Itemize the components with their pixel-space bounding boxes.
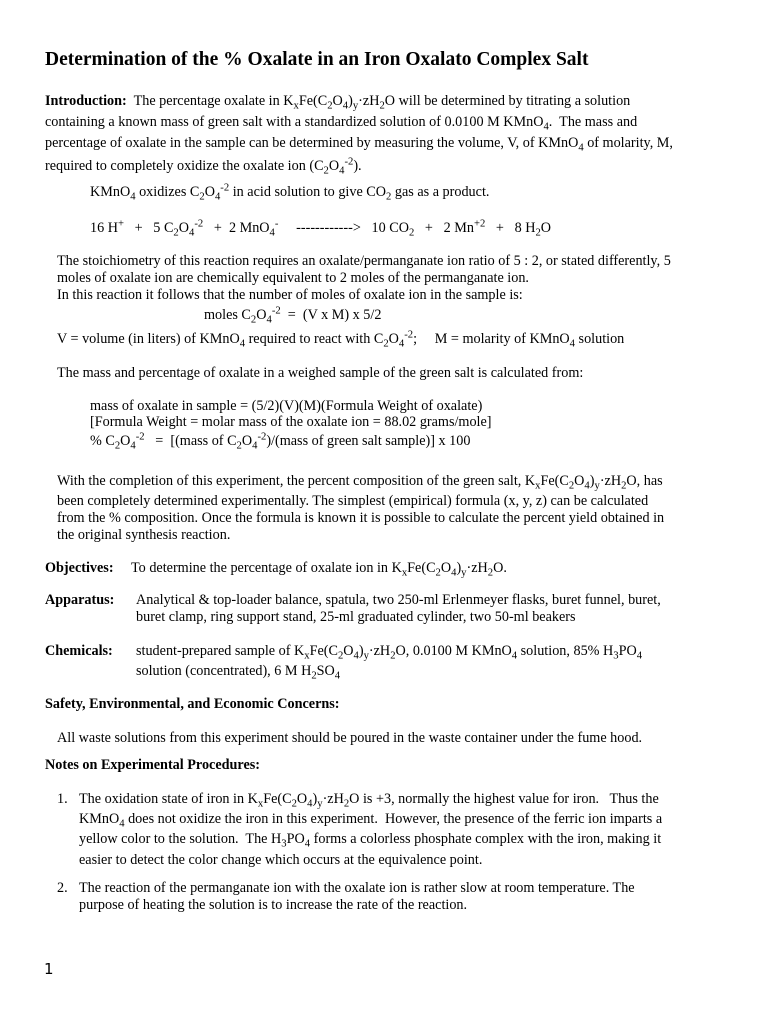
empirical-line-3: from the % composition. Once the formula is known it is possible to calculate the percent yield obtained in xyxy=(57,510,665,526)
empirical-line-2: been completely determined experimentally. The simplest (empirical) formula (x, y, z) can be calculated xyxy=(57,493,649,509)
product-mn: 2 Mn xyxy=(443,220,474,236)
page-title: Determination of the % Oxalate in an Iron Oxalato Complex Salt xyxy=(45,49,589,70)
stoich-line-1: The stoichiometry of this reaction requires an oxalate/permanganate ion ratio of 5 : 2, or stated differently, 5 xyxy=(57,253,671,269)
note-2-line-1: The reaction of the permanganate ion with the oxalate ion is rather slow at room temperature. The xyxy=(79,880,635,896)
note-1-line-3: yellow color to the solution. The $H_3PO_4$ forms a colorless phosphate complex with the iron, making it xyxy=(79,831,662,850)
apparatus-line-2: buret clamp, ring support stand, 25-ml graduated cylinder, two 50-ml beakers xyxy=(136,609,576,625)
intro-line-3: percentage of oxalate in the sample can be determined by measuring the volume, V, of KMnO$_4$ of molarity, M, xyxy=(45,135,673,154)
empirical-line-1: With the completion of this experiment, the percent composition of the green salt, $K_xFe(C_2O_4)_y\cdot zH_2O$, has xyxy=(57,473,663,492)
reaction-arrow: ------------> xyxy=(296,220,361,236)
reactant-hplus: 16 H xyxy=(90,220,118,236)
variable-definitions: V = volume (in liters) of KMnO$_4$ required to react with $C_2O_4^{-2}$; M = molarity of KMnO$_4$ solution xyxy=(57,329,625,350)
intro-line-4: required to completely oxidize the oxalate ion $(C_2O_4^{-2})$. xyxy=(45,156,362,177)
chemicals-line-1: student-prepared sample of $K_xFe(C_2O_4)_y\cdot zH_2O$, 0.0100 M KMnO$_4$ solution, 85% $H_3PO_4$ xyxy=(136,643,643,662)
objectives-label: Objectives: xyxy=(45,560,114,576)
note-1-line-1: The oxidation state of iron in $K_xFe(C_2O_4)_y\cdot zH_2O$ is +3, normally the highest value for iron. Thus the xyxy=(79,791,659,810)
stoich-line-3: In this reaction it follows that the number of moles of oxalate ion in the sample is: xyxy=(57,287,523,303)
product-co2: 10 CO xyxy=(371,220,409,236)
oxidation-statement: KMnO$_4$ oxidizes $C_2O_4^{-2}$ in acid solution to give $CO_2$ gas as a product. xyxy=(90,182,490,203)
note-2-line-2: purpose of heating the solution is to increase the rate of the reaction. xyxy=(79,897,468,913)
chemicals-line-2: solution (concentrated), 6 M $H_2SO_4$ xyxy=(136,663,341,682)
note-1-line-2: KMnO$_4$ does not oxidize the iron in this experiment. However, the presence of the ferric ion imparts a xyxy=(79,811,663,830)
note-1-number: 1. xyxy=(57,791,68,807)
apparatus-line-1: Analytical & top-loader balance, spatula, two 250-ml Erlenmeyer flasks, buret funnel, buret, xyxy=(136,592,661,608)
reactant-permanganate: 2 MnO xyxy=(228,220,270,236)
mass-formula: mass of oxalate in sample = (5/2)(V)(M)(Formula Weight of oxalate) xyxy=(90,398,483,414)
note-1-line-4: easier to detect the color change which occurs at the equivalence point. xyxy=(79,852,483,868)
percent-formula: % $C_2O_4^{-2}$ = [(mass of $C_2O_4^{-2})/(mass$ of green salt sample)] x 100 xyxy=(90,431,471,452)
reaction-equation: 16 H+ + 5 $C_2O_4^{-2} + 2$ MnO$_4$- ------------> 10 $CO_2 + 2$ $Mn^{+2} + 8$ $H_2O$ xyxy=(90,218,552,239)
stoich-line-2: moles of oxalate ion are chemically equivalent to 2 moles of the permanganate ion. xyxy=(57,270,529,286)
formula-weight: [Formula Weight = molar mass of the oxalate ion = 88.02 grams/mole] xyxy=(90,414,492,430)
page-number: 1 xyxy=(44,960,54,978)
safety-heading: Safety, Environmental, and Economic Concerns: xyxy=(45,696,340,712)
intro-label: Introduction: xyxy=(45,93,127,109)
apparatus-label: Apparatus: xyxy=(45,592,115,608)
note-2-number: 2. xyxy=(57,880,68,896)
safety-text: All waste solutions from this experiment should be poured in the waste container under the fume hood. xyxy=(57,730,643,746)
notes-heading: Notes on Experimental Procedures: xyxy=(45,757,261,773)
reactant-oxalate: 5 C xyxy=(153,220,174,236)
product-water: 8 H xyxy=(514,220,536,236)
moles-equation: moles $C_2O_4^{-2} = (V$ x M) x 5/2 xyxy=(204,305,382,326)
intro-line-2: containing a known mass of green salt with a standardized solution of 0.0100 M KMnO$_4$. The mass and xyxy=(45,114,638,133)
empirical-line-4: the original synthesis reaction. xyxy=(57,527,231,543)
chemicals-label: Chemicals: xyxy=(45,643,113,659)
objectives-text: To determine the percentage of oxalate ion in $K_xFe(C_2O_4)_y\cdot zH_2O$. xyxy=(131,560,507,579)
mass-percent-intro: The mass and percentage of oxalate in a weighed sample of the green salt is calculated from: xyxy=(57,365,584,381)
intro-line-1: Introduction: The percentage oxalate in $K_xFe(C_2O_4)_y\cdot zH_2O$ will be determined by titrating a solution xyxy=(45,93,631,112)
